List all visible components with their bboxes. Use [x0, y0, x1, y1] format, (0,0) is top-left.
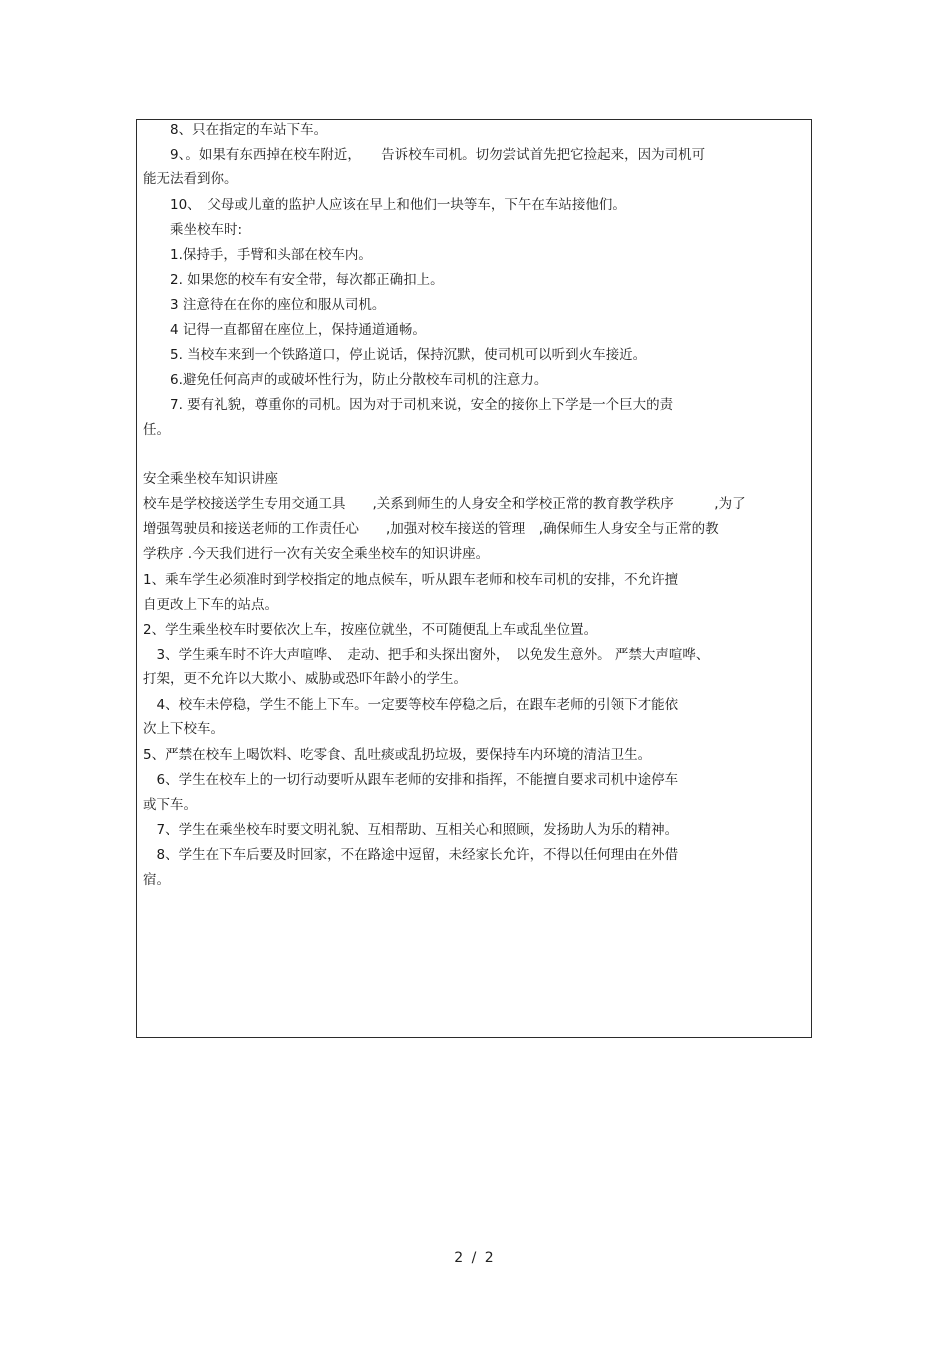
text-line: 7. 要有礼貌，尊重你的司机。因为对于司机来说，安全的接你上下学是一个巨大的责: [143, 397, 674, 413]
text-line: 自更改上下车的站点。: [143, 597, 278, 613]
text-line: 3 注意待在在你的座位和服从司机。: [143, 297, 386, 313]
section-title: 安全乘坐校车知识讲座: [143, 471, 278, 487]
text-line: 8、只在指定的车站下车。: [143, 122, 328, 138]
text-line: 打架，更不允许以大欺小、威胁或恐吓年龄小的学生。: [143, 671, 467, 687]
text-line: 任。: [143, 422, 170, 438]
text-line: 8、学生在下车后要及时回家，不在路途中逗留，未经家长允许，不得以任何理由在外借: [143, 847, 679, 863]
text-line: 4 记得一直都留在座位上，保持通道通畅。: [143, 322, 426, 338]
text-line: 6.避免任何高声的或破坏性行为，防止分散校车司机的注意力。: [143, 372, 548, 388]
text-line: 或下车。: [143, 797, 197, 813]
text-line: 乘坐校车时:: [143, 222, 243, 238]
text-line: 能无法看到你。: [143, 171, 238, 187]
text-line: 5、严禁在校车上喝饮料、吃零食、乱吐痰或乱扔垃圾，要保持车内环境的清洁卫生。: [143, 747, 652, 763]
text-line: 10、 父母或儿童的监护人应该在早上和他们一块等车，下午在车站接他们。: [143, 197, 626, 213]
text-line: 增强驾驶员和接送老师的工作责任心 ,加强对校车接送的管理 ,确保师生人身安全与正常的教: [143, 521, 719, 537]
text-line: 校车是学校接送学生专用交通工具 ,关系到师生的人身安全和学校正常的教育教学秩序 ,为了: [143, 496, 746, 512]
text-line: 1、乘车学生必须准时到学校指定的地点候车，听从跟车老师和校车司机的安排，不允许擅: [143, 572, 679, 588]
text-line: 宿。: [143, 872, 170, 888]
text-line: 3、学生乘车时不许大声喧哗、 走动、把手和头探出窗外， 以免发生意外。 严禁大声喧哗、: [143, 647, 710, 663]
text-line: 4、校车未停稳，学生不能上下车。一定要等校车停稳之后，在跟车老师的引领下才能依: [143, 697, 679, 713]
text-line: 9、。如果有东西掉在校车附近， 告诉校车司机。切勿尝试首先把它捡起来，因为司机可: [143, 147, 706, 163]
text-line: 7、学生在乘坐校车时要文明礼貌、互相帮助、互相关心和照顾，发扬助人为乐的精神。: [143, 822, 679, 838]
text-line: 5. 当校车来到一个铁路道口，停止说话，保持沉默，使司机可以听到火车接近。: [143, 347, 647, 363]
page-number: 2 / 2: [454, 1250, 496, 1266]
text-line: 2. 如果您的校车有安全带，每次都正确扣上。: [143, 272, 444, 288]
text-line: 1.保持手，手臂和头部在校车内。: [143, 247, 372, 263]
text-line: 6、学生在校车上的一切行动要听从跟车老师的安排和指挥，不能擅自要求司机中途停车: [143, 772, 679, 788]
text-line: 次上下校车。: [143, 721, 224, 737]
text-line: 学秩序 .今天我们进行一次有关安全乘坐校车的知识讲座。: [143, 546, 490, 562]
text-line: 2、学生乘坐校车时要依次上车，按座位就坐，不可随便乱上车或乱坐位置。: [143, 622, 598, 638]
